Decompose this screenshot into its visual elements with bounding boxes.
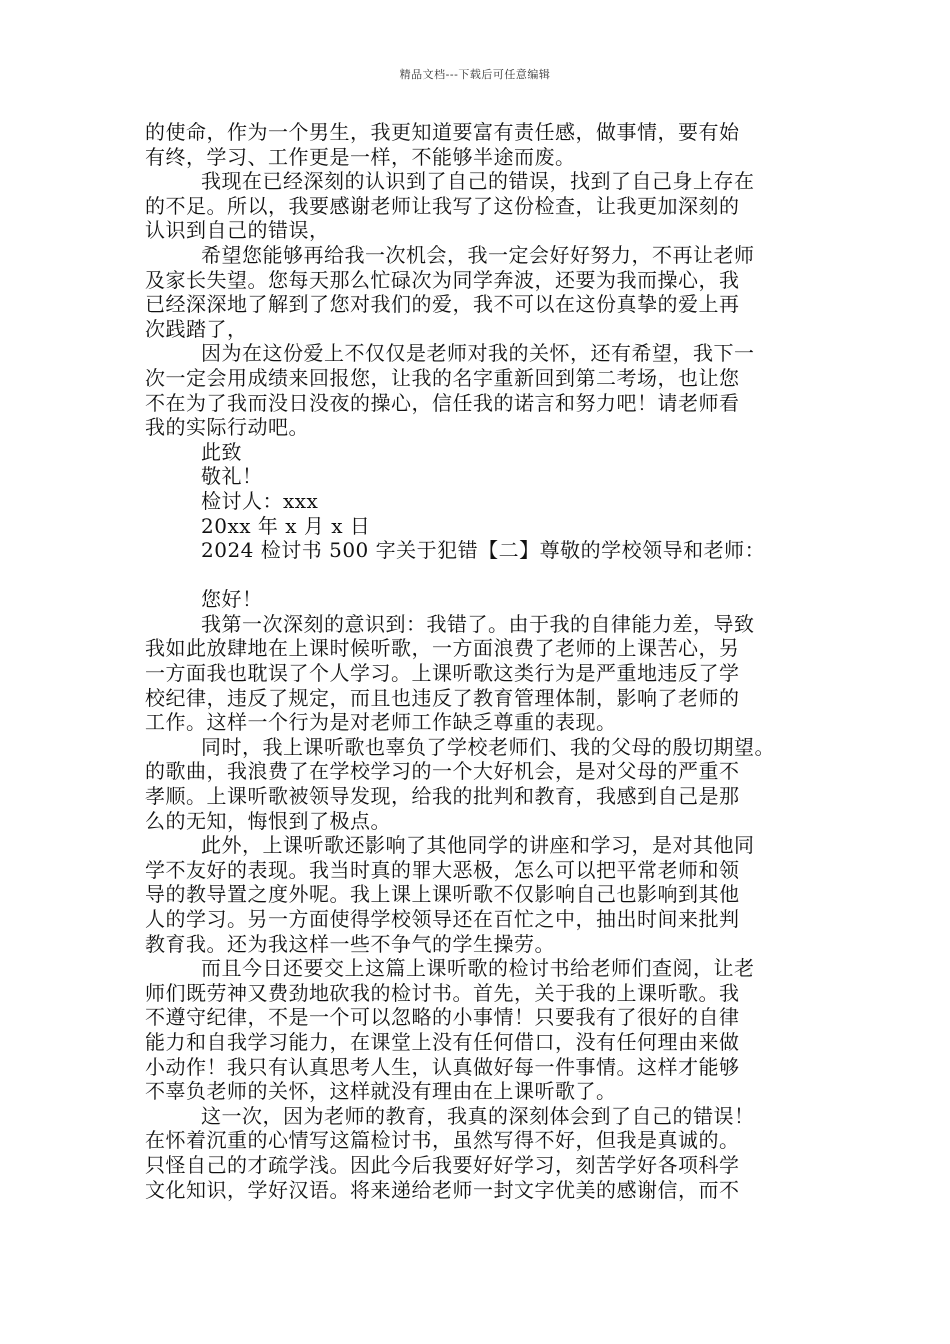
text-line: 一方面我也耽误了个人学习。上课听歌这类行为是严重地违反了学: [145, 661, 740, 686]
section-title: 2024 检讨书 500 字关于犯错【二】尊敬的学校领导和老师：: [201, 538, 766, 563]
text-line: 已经深深地了解到了您对我们的爱，我不可以在这份真挚的爱上再: [145, 292, 740, 317]
text-line: 只怪自己的才疏学浅。因此今后我要好好学习，刻苦学好各项科学: [145, 1152, 740, 1177]
text-line: 有终，学习、工作更是一样，不能够半途而废。: [145, 144, 576, 169]
text-line: 此外，上课听歌还影响了其他同学的讲座和学习，是对其他同: [201, 833, 755, 858]
text-line: 的歌曲，我浪费了在学校学习的一个大好机会，是对父母的严重不: [145, 759, 740, 784]
text-line: 同时，我上课听歌也辜负了学校老师们、我的父母的殷切期望。: [201, 734, 775, 759]
text-line: 校纪律，违反了规定，而且也违反了教育管理体制，影响了老师的: [145, 685, 740, 710]
text-line: 孝顺。上课听歌被领导发现，给我的批判和教育，我感到自己是那: [145, 784, 740, 809]
page-header: 精品文档---下载后可任意编辑: [399, 68, 551, 81]
text-line: 人的学习。另一方面使得学校领导还在百忙之中，抽出时间来批判: [145, 907, 740, 931]
text-line: 及家长失望。您每天那么忙碌次为同学奔波，还要为我而操心，我: [145, 267, 740, 292]
text-line: 认识到自己的错误，: [145, 218, 330, 243]
text-line: 这一次，因为老师的教育，我真的深刻体会到了自己的错误！: [201, 1103, 755, 1128]
text-line: 小动作！我只有认真思考人生，认真做好每一件事情。这样才能够: [145, 1054, 740, 1079]
text-line: 的不足。所以，我要感谢老师让我写了这份检查，让我更加深刻的: [145, 193, 740, 218]
text-line: 学不友好的表现。我当时真的罪大恶极，怎么可以把平常老师和领: [145, 857, 740, 882]
text-line: 次一定会用成绩来回报您，让我的名字重新回到第二考场，也让您: [145, 365, 740, 390]
text-line: 不在为了我而没日没夜的操心，信任我的诺言和努力吧！请老师看: [145, 390, 740, 415]
text-line: 导的教导置之度外呢。我上课上课听歌不仅影响自己也影响到其他: [145, 882, 740, 907]
closing-line: 敬礼！: [201, 464, 263, 489]
text-line: 的使命，作为一个男生，我更知道要富有责任感，做事情，要有始: [145, 120, 740, 144]
text-line: 教育我。还为我这样一些不争气的学生操劳。: [145, 931, 555, 956]
text-line: 师们既劳神又费劲地砍我的检讨书。首先，关于我的上课听歌。我: [145, 980, 740, 1005]
signature-line: 检讨人：xxx: [201, 488, 319, 513]
document-body: [145, 120, 810, 1202]
text-line: 我第一次深刻的意识到：我错了。由于我的自律能力差，导致: [201, 611, 755, 636]
date-line: 20xx 年 x 月 x 日: [201, 513, 371, 538]
text-line: 次践踏了，: [145, 316, 248, 341]
greeting-line: 您好！: [201, 587, 263, 612]
text-line: 在怀着沉重的心情写这篇检讨书，虽然写得不好，但我是真诚的。: [145, 1128, 740, 1153]
text-line: 而且今日还要交上这篇上课听歌的检讨书给老师们查阅，让老: [201, 956, 755, 981]
text-line: 我如此放肆地在上课时候听歌，一方面浪费了老师的上课苦心，另: [145, 636, 740, 661]
text-line: 我现在已经深刻的认识到了自己的错误，找到了自己身上存在: [201, 169, 755, 194]
text-line: 能力和自我学习能力，在课堂上没有任何借口，没有任何理由来做: [145, 1029, 740, 1054]
text-line: 么的无知，悔恨到了极点。: [145, 808, 391, 833]
text-line: 文化知识，学好汉语。将来递给老师一封文字优美的感谢信，而不: [145, 1177, 740, 1202]
text-line: 工作。这样一个行为是对老师工作缺乏尊重的表现。: [145, 710, 617, 735]
closing-line: 此致: [201, 439, 242, 464]
text-line: 不辜负老师的关怀，这样就没有理由在上课听歌了。: [145, 1079, 617, 1104]
text-line: 希望您能够再给我一次机会，我一定会好好努力，不再让老师: [201, 242, 755, 267]
text-line: 因为在这份爱上不仅仅是老师对我的关怀，还有希望，我下一: [201, 341, 755, 366]
text-line: 不遵守纪律，不是一个可以忽略的小事情！只要我有了很好的自律: [145, 1005, 740, 1030]
text-line: 我的实际行动吧。: [145, 415, 309, 440]
blank-line: [145, 563, 810, 588]
